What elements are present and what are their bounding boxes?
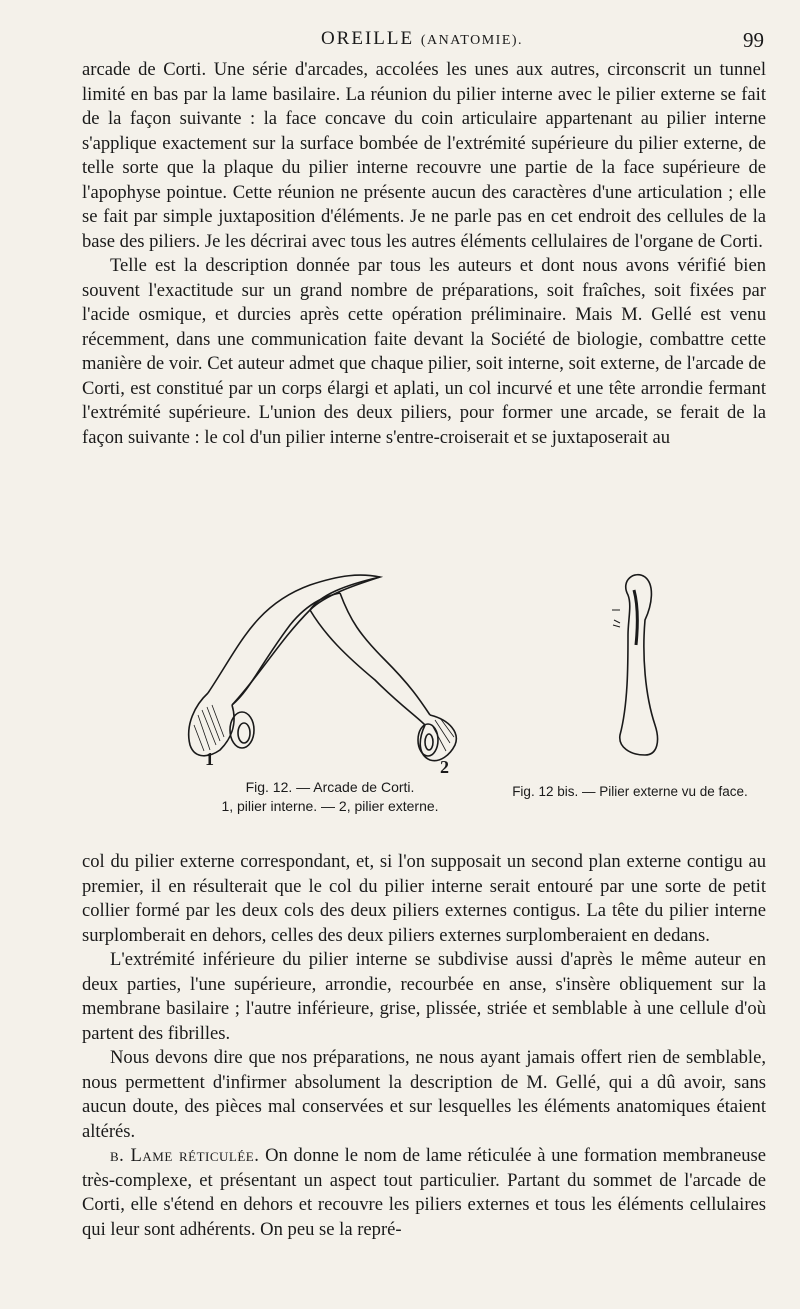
header-subtitle: (ANATOMIE). xyxy=(420,33,524,48)
paragraph: Nous devons dire que nos préparations, ne nous ayant jamais offert rien de semblable, nous permettent d'infirmer absolument la description de M. Gellé, qui a dû avoir, sans aucun doute, des pièces mal conservées et sur lesquelles les éléments anatomiques étaient altérés. xyxy=(82,1047,766,1142)
fig12bis-pillar xyxy=(612,575,658,755)
page-number: 99 xyxy=(743,28,764,52)
fig12-caption xyxy=(180,778,480,816)
fig12-caption-line1: Fig. 12. — Arcade de Corti. xyxy=(245,779,415,795)
body-text-top xyxy=(82,58,766,450)
running-head xyxy=(80,28,764,56)
fig12-corti-arch xyxy=(189,575,457,761)
paragraph: arcade de Corti. Une série d'arcades, accolées les unes aux autres, circonscrit un tunnel limité en bas par la lame basilaire. La réunion du pilier interne avec le pilier externe se fait de la façon suivante : la face concave du coin articulaire appartenant au pilier interne s'applique exactement sur la surface bombée de l'extrémité supérieure du pilier externe, de telle sorte que la plaque du pilier interne recouvre une partie de la face supérieure de l'apophyse pointue. Cette réunion ne présente aucun des caractères d'une articulation ; elle se fait par simple juxtaposition d'éléments. Je ne parle pas en cet endroit des cellules de la base des piliers. Je les décrirai avec tous les autres éléments cellulaires de l'organe de Corti. xyxy=(82,59,766,252)
section-beta-heading: β. Lame réticulée. xyxy=(110,1145,260,1166)
paragraph: L'extrémité inférieure du pilier interne se subdivise aussi d'après le même auteur en deux parties, l'une supérieure, arrondie, recourbée en anse, s'insère obliquement sur la membrane basilaire ; l'autre inférieure, grise, plissée, striée et semblable à une cellule d'où partent des fibrilles. xyxy=(82,949,766,1044)
header-title: OREILLE xyxy=(320,28,415,49)
fig12bis-caption: Fig. 12 bis. — Pilier externe vu de face. xyxy=(512,784,748,799)
fig12-caption-line2: 1, pilier interne. — 2, pilier externe. xyxy=(221,798,439,814)
section-beta-text: On donne le nom de lame réticulée à une formation membraneuse très-complexe, et présentant un aspect tout particulier. Partant du sommet de l'arcade de Corti, elle s'étend en dehors et recouvre les piliers externes et tous les éléments cellulaires qui leur sont adhérents. On peu se la repré- xyxy=(82,1145,767,1240)
paragraph: col du pilier externe correspondant, et, si l'on supposait un second plan externe contigu au premier, il en résulterait que le col du pilier interne serait entouré par une sorte de petit collier formé par les deux cols des deux piliers externes contigus. La tête du pilier interne surplomberait en dehors, celles des deux piliers externes surplomberaient en dedans. xyxy=(82,851,766,946)
fig12-label-1: 1 xyxy=(205,749,214,769)
paragraph: Telle est la description donnée par tous les auteurs et dont nous avons vérifié bien souvent l'exactitude sur un grand nombre de préparations, soit fraîches, soit fixées par l'acide osmique, et durcies après cette opération préliminaire. Mais M. Gellé est venu récemment, dans une communication faite devant la Société de biologie, combattre cette manière de voir. Cet auteur admet que chaque pilier, soit interne, soit externe, de l'arcade de Corti, est constitué par un corps élargi et aplati, un col incurvé et une tête arrondie fermant l'extrémité supérieure. L'union des deux piliers, pour former une arcade, se ferait de la façon suivante : le col d'un pilier interne s'entre-croiserait et se juxtaposerait au xyxy=(82,255,766,448)
fig12-label-2: 2 xyxy=(440,757,449,777)
section-beta xyxy=(82,1144,766,1242)
body-text-bottom xyxy=(82,850,766,1242)
running-title xyxy=(80,28,764,50)
